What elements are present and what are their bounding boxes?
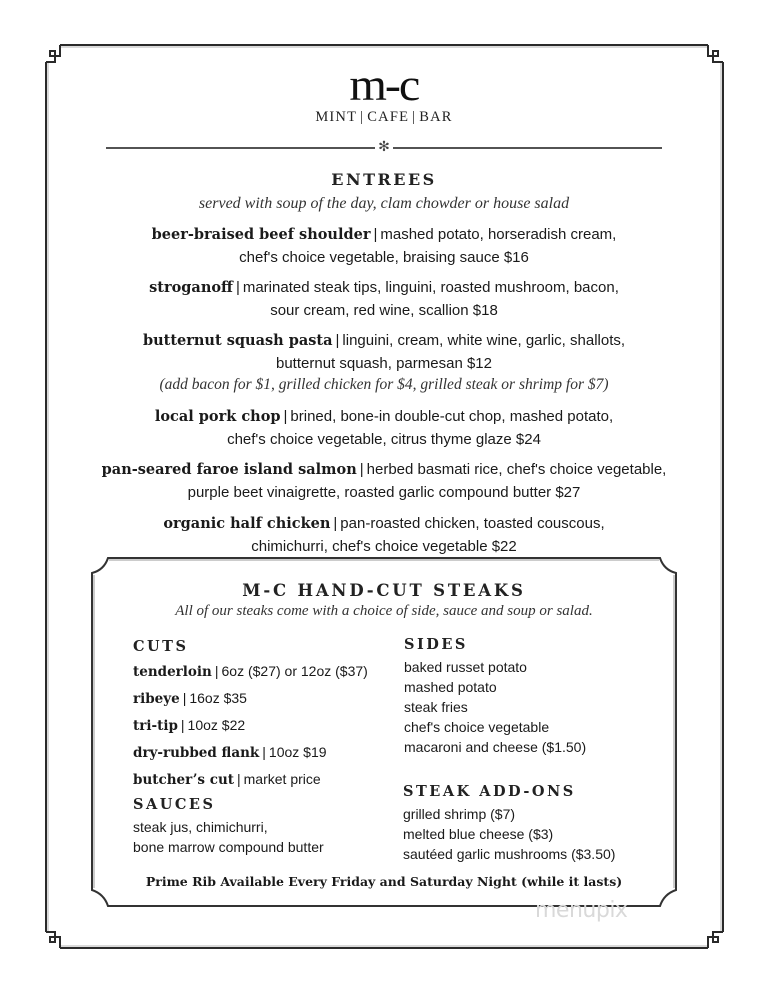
sauces-section xyxy=(133,796,324,857)
side-item: mashed potato xyxy=(404,679,497,695)
separator: | xyxy=(359,461,364,478)
steaks-title: M-C HAND-CUT STEAKS xyxy=(242,581,526,600)
separator: | xyxy=(182,690,187,706)
cut-name: dry-rubbed flank xyxy=(133,745,260,761)
cut-name: butcher’s cut xyxy=(133,772,234,788)
entree-name: beer-braised beef shoulder xyxy=(151,226,371,243)
entree-desc-line2: chef's choice vegetable, braising sauce $16 xyxy=(239,249,529,266)
cut-name: tri-tip xyxy=(133,718,178,734)
entree-desc-line1: mashed potato, horseradish cream, xyxy=(380,226,617,243)
side-item: baked russet potato xyxy=(404,659,527,675)
sauce-line: bone marrow compound butter xyxy=(133,839,324,855)
entree-desc-line2: butternut squash, parmesan $12 xyxy=(276,355,492,372)
separator: | xyxy=(283,408,288,425)
entree-name: butternut squash pasta xyxy=(142,332,333,349)
sauce-line: steak jus, chimichurri, xyxy=(133,819,268,835)
cut-item xyxy=(133,766,368,793)
subtitle-separator: | xyxy=(360,109,365,125)
cut-name: ribeye xyxy=(133,691,180,707)
separator: | xyxy=(235,279,240,296)
entree-desc-line1: linguini, cream, white wine, garlic, shallots, xyxy=(342,332,626,349)
cut-detail: 6oz ($27) or 12oz ($37) xyxy=(221,663,368,679)
separator: | xyxy=(180,717,185,733)
entree-item xyxy=(0,278,768,298)
addon-item: sautéed garlic mushrooms ($3.50) xyxy=(403,846,616,862)
entree-desc-line2: chef's choice vegetable, citrus thyme glaze $24 xyxy=(227,431,541,448)
entree-addon-note: (add bacon for $1, grilled chicken for $4, grilled steak or shrimp for $7) xyxy=(159,376,609,393)
addon-item: melted blue cheese ($3) xyxy=(403,826,554,842)
cut-detail: 10oz $22 xyxy=(187,717,246,733)
sides-title: SIDES xyxy=(404,636,468,653)
separator: | xyxy=(333,515,338,532)
entree-item xyxy=(0,225,768,245)
steaks-note: All of our steaks come with a choice of side, sauce and soup or salad. xyxy=(175,603,593,619)
subtitle-separator: | xyxy=(412,109,417,125)
entree-name: local pork chop xyxy=(154,408,281,425)
subtitle-bar: BAR xyxy=(419,109,453,125)
sides-section xyxy=(404,636,586,757)
entrees-title: ENTREES xyxy=(331,170,437,189)
entree-desc-line1: marinated steak tips, linguini, roasted mushroom, bacon, xyxy=(242,279,619,296)
cut-item xyxy=(133,739,368,766)
entree-item xyxy=(0,460,768,480)
entree-desc-line2: purple beet vinaigrette, roasted garlic compound butter $27 xyxy=(187,484,581,501)
separator: | xyxy=(373,226,378,243)
entree-desc-line2: sour cream, red wine, scallion $18 xyxy=(270,302,498,319)
separator: | xyxy=(214,663,219,679)
entree-name: pan-seared faroe island salmon xyxy=(101,461,357,478)
subtitle-cafe: CAFE xyxy=(367,109,410,125)
cut-item xyxy=(133,685,368,712)
cut-detail: 16oz $35 xyxy=(189,690,247,706)
addons-title: STEAK ADD-ONS xyxy=(403,783,576,800)
entree-name: stroganoff xyxy=(149,279,233,296)
logo xyxy=(0,59,768,110)
entrees-note: served with soup of the day, clam chowder or house salad xyxy=(198,195,570,212)
entree-name: organic half chicken xyxy=(163,515,331,532)
entree-desc-line1: brined, bone-in double-cut chop, mashed potato, xyxy=(290,408,614,425)
entree-item xyxy=(0,407,768,427)
watermark: menupix xyxy=(535,898,628,923)
separator: | xyxy=(237,771,241,787)
logo-mark: m-c xyxy=(349,59,419,110)
entree-item xyxy=(0,514,768,534)
entree-desc-line1: pan-roasted chicken, toasted couscous, xyxy=(340,515,605,532)
cuts-section xyxy=(133,638,368,793)
addons-section xyxy=(403,783,615,864)
cut-detail: 10oz $19 xyxy=(268,744,327,760)
subtitle-mint: MINT xyxy=(315,109,358,125)
cuts-title: CUTS xyxy=(133,638,189,655)
cut-item xyxy=(133,712,368,739)
sauces-title: SAUCES xyxy=(133,796,216,813)
logo-subtitle xyxy=(0,109,768,126)
entree-item xyxy=(0,331,768,351)
addon-item: grilled shrimp ($7) xyxy=(403,806,516,822)
cut-item xyxy=(133,658,368,685)
entree-desc-line2: chimichurri, chef's choice vegetable $22 xyxy=(251,538,517,555)
side-item: steak fries xyxy=(404,699,468,715)
side-item: chef's choice vegetable xyxy=(404,719,550,735)
separator: | xyxy=(262,744,266,760)
cut-name: tenderloin xyxy=(133,664,212,680)
divider-ornament-icon: ✻ xyxy=(378,139,390,155)
prime-rib-note: Prime Rib Available Every Friday and Saturday Night (while it lasts) xyxy=(145,874,623,889)
separator: | xyxy=(335,332,340,349)
side-item: macaroni and cheese ($1.50) xyxy=(404,739,587,755)
entree-desc-line1: herbed basmati rice, chef's choice vegetable, xyxy=(366,461,667,478)
cut-detail: market price xyxy=(243,771,321,787)
